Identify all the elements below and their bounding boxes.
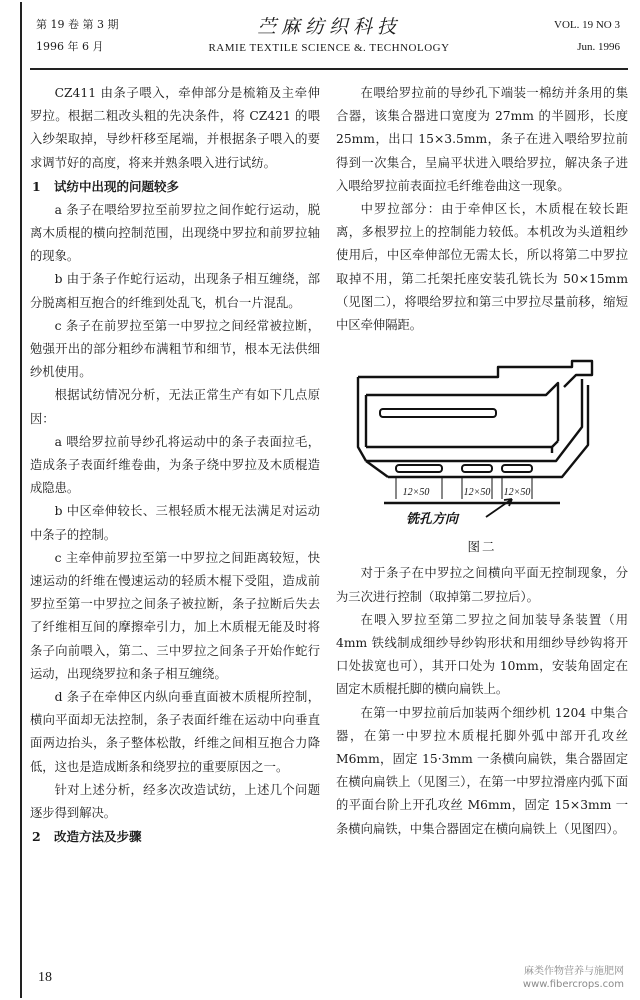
header-divider — [30, 68, 628, 70]
date-cn: 1996 年 6 月 — [36, 40, 104, 53]
collector-install-paragraph: 在第一中罗拉前后加装两个细纱机 1204 中集合器，在第一中罗拉木质棍托脚外弧中部开孔攻丝 M6mm，固定 15·3mm 一条横向扁铁，集合器固定在横向扁铁上（见图三），在第一中罗拉滑座内弧下面的平面台阶上开孔攻丝 M6mm，固定 15×3mm 一条横向扁铁，中集合器固定在横向扁铁上（见图四）。 — [336, 705, 628, 836]
journal-title-block — [30, 12, 628, 54]
guide-device-paragraph: 在喂入罗拉至第二罗拉之间加装导条装置（用 4mm 铁线制成细纱导纱钩形状和用细纱导纱钩将开口处拔宽也可），其开口处为 10mm，安装角固定在固定木质棍托脚的横向扁铁上。 — [336, 612, 628, 697]
milling-direction-label: 铣孔方向 — [406, 512, 459, 528]
long-slot — [380, 409, 496, 417]
date-en: Jun. 1996 — [577, 41, 620, 53]
figure-2-caption: 图二 — [467, 539, 497, 555]
direction-arrow-icon — [486, 499, 512, 517]
slot-dim-2: 12×50 — [463, 487, 491, 499]
middle-roller-paragraph: 中罗拉部分：由于牵伸区长，木质棍在较长距离，多根罗拉上的控制能力较低。本机改为头道粗纱使用后，中区牵伸部位无需太长，所以将第二中罗拉取掉不用，第二托架托座安装孔铣长为 50×15mm（见图二），将喂给罗拉和第三中罗拉尽量前移，缩短中区牵伸隔距。 — [336, 202, 628, 333]
watermark-line-2: www.fibercrops.com — [522, 979, 624, 990]
bracket-drawing — [336, 349, 628, 529]
page-number: 18 — [38, 970, 52, 985]
left-column — [30, 82, 320, 849]
section-2-heading — [30, 825, 320, 849]
reason-b: b 中区牵伸较长、三根轻质木棍无法满足对运动中条子的控制。 — [30, 504, 320, 542]
journal-title-cn: 苎麻纺织科技 — [256, 16, 401, 38]
header-right — [554, 14, 620, 58]
section-2-number: 2 — [32, 829, 41, 845]
section-1-heading — [30, 175, 320, 199]
control-paragraph: 对于条子在中罗拉之间横向平面无控制现象，分为三次进行控制（取掉第二罗拉后）。 — [336, 566, 628, 604]
analysis-intro: 根据试纺情况分析，无法正常生产有如下几点原因： — [30, 388, 320, 426]
slot-dim-3: 12×50 — [503, 487, 531, 499]
intro-paragraph: CZ411 由条子喂入，牵伸部分是梳箱及主牵伸罗拉。根据二粗改头粗的先决条件，将 CZ421 的喂入纱架取掉，导纱杆移至尾端，并根据条子喂入的要求调节好的高度，将来并熟条喂入进行试纺。 — [30, 86, 320, 170]
watermark-line-1: 麻类作物营养与施肥网 — [524, 966, 624, 977]
section-1-number: 1 — [32, 178, 41, 194]
mounting-slots — [396, 465, 532, 472]
reason-c: c 主牵伸前罗拉至第一中罗拉之间距离较短，快速运动的纤维在慢速运动的轻质木棍下受阻，造成前罗拉至第一中罗拉之间条子被拉断，条子拉断后失去了纤维相互间的摩擦牵引力，加上木质棍无能及时将条子向前喂入，第二、三中罗拉之间条子开始作蛇行运动，出现绕罗拉和条子相互缠绕。 — [30, 550, 320, 681]
page-header — [30, 6, 628, 64]
summary-paragraph: 针对上述分析，经多次改造试纺，上述几个问题逐步得到解决。 — [30, 782, 320, 821]
collector-paragraph: 在喂给罗拉前的导纱孔下端装一棉纺并条用的集合器，该集合器进口宽度为 27mm 的半圆形，长度 25mm，出口 15×3.5mm，条子在进入喂给罗拉前得到一次集合，呈扁平状进入喂给罗拉，解决条子进入喂给罗拉前表面拉毛纤维卷曲这一现象。 — [336, 86, 628, 193]
volume-issue-en: VOL. 19 NO 3 — [554, 19, 620, 31]
reason-d: d 条子在牵伸区内纵向垂直面被木质棍所控制，横向平面却无法控制，条子表面纤维在运动中向垂直面两边抬头，条子整体松散，纤维之间相互抱合力降低，这也是造成断条和绕罗拉的重要原因之一。 — [30, 690, 320, 774]
slot-dim-1: 12×50 — [402, 487, 430, 499]
volume-issue-cn: 第 19 卷 第 3 期 — [36, 18, 119, 31]
section-2-title: 改造方法及步骤 — [54, 829, 142, 845]
section-1-title: 试纺中出现的问题较多 — [54, 178, 180, 194]
problem-a: a 条子在喂给罗拉至前罗拉之间作蛇行运动，脱离木质棍的横向控制范围，出现绕中罗拉和前罗拉轴的现象。 — [30, 202, 320, 264]
bracket-outline — [358, 361, 592, 477]
problem-b: b 由于条子作蛇行运动，出现条子相互缠绕，部分脱离相互抱合的纤维到处乱飞，机台一片混乱。 — [30, 272, 320, 310]
journal-title-en: RAMIE TEXTILE SCIENCE &. TECHNOLOGY — [208, 42, 450, 54]
figure-2 — [336, 349, 628, 529]
reason-a: a 喂给罗拉前导纱孔将运动中的条子表面拉毛，造成条子表面纤维卷曲，为条子绕中罗拉及木质棍造成隐患。 — [30, 434, 320, 496]
site-watermark — [523, 965, 624, 991]
right-column — [336, 82, 628, 841]
problem-c: c 条子在前罗拉至第一中罗拉之间经常被拉断，勉强开出的部分粗纱布满粗节和细节，根本无法供细纱机使用。 — [30, 318, 320, 380]
